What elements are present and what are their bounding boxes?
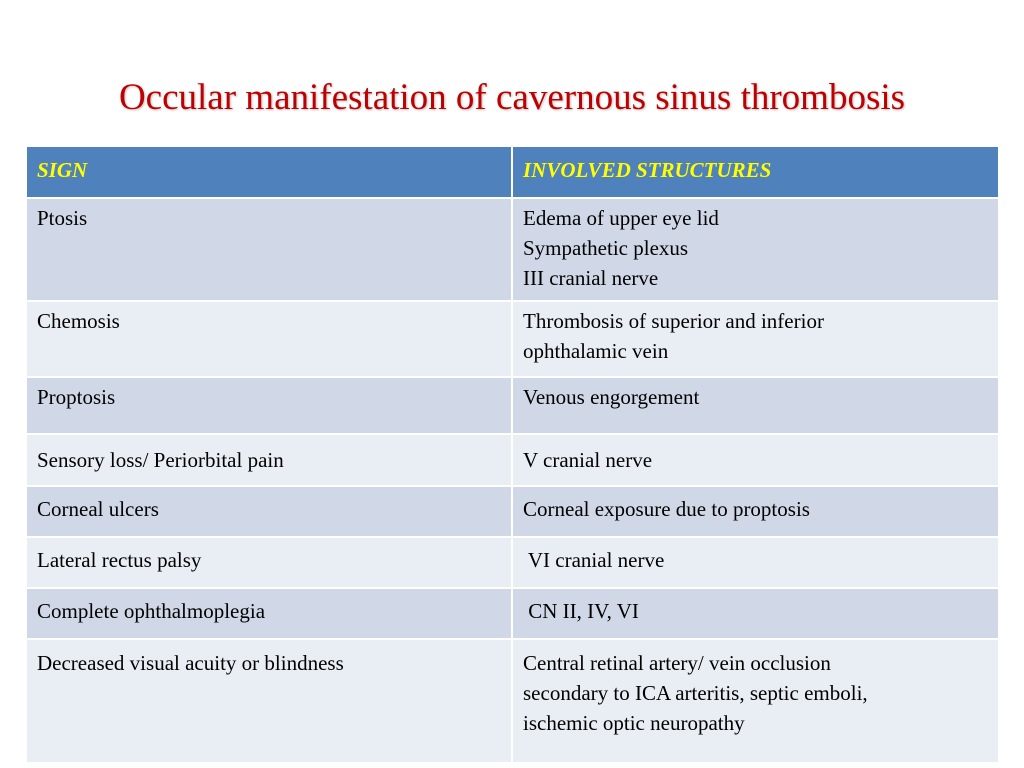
table-header-row [26, 146, 999, 198]
table-row [26, 434, 999, 486]
structures-cell [512, 377, 999, 434]
table-row [26, 588, 999, 639]
structure-line: ophthalamic vein [523, 339, 669, 363]
sign-cell: Sensory loss/ Periorbital pain [26, 434, 512, 486]
structure-line: Venous engorgement [523, 385, 700, 409]
sign-cell: Ptosis [26, 198, 512, 301]
structure-line: CN II, IV, VI [523, 599, 639, 623]
structure-line: Thrombosis of superior and inferior [523, 309, 824, 333]
structure-line: Sympathetic plexus [523, 236, 689, 260]
structures-cell [512, 301, 999, 377]
sign-cell: Decreased visual acuity or blindness [26, 639, 512, 763]
sign-cell: Proptosis [26, 377, 512, 434]
structure-line: secondary to ICA arteritis, septic emboli, [523, 681, 868, 705]
table-row [26, 198, 999, 301]
table-row [26, 537, 999, 588]
table-row [26, 639, 999, 763]
table-row [26, 486, 999, 537]
structures-cell [512, 537, 999, 588]
structures-cell [512, 486, 999, 537]
sign-cell: Lateral rectus palsy [26, 537, 512, 588]
structures-cell [512, 639, 999, 763]
sign-cell: Complete ophthalmoplegia [26, 588, 512, 639]
structures-cell [512, 198, 999, 301]
structure-line: ischemic optic neuropathy [523, 711, 745, 735]
structure-line: V cranial nerve [523, 448, 653, 472]
structure-line: Corneal exposure due to proptosis [523, 497, 810, 521]
slide-title: Occular manifestation of cavernous sinus thrombosis [118, 77, 906, 118]
table-row [26, 301, 999, 377]
structures-cell [512, 434, 999, 486]
structure-line: III cranial nerve [523, 266, 659, 290]
header-sign: SIGN [26, 146, 512, 198]
table-row [26, 377, 999, 434]
structure-line: Edema of upper eye lid [523, 206, 719, 230]
manifestation-table [25, 145, 1000, 764]
sign-cell: Corneal ulcers [26, 486, 512, 537]
structures-cell [512, 588, 999, 639]
header-involved-structures: INVOLVED STRUCTURES [512, 146, 999, 198]
sign-cell: Chemosis [26, 301, 512, 377]
structure-line: Central retinal artery/ vein occlusion [523, 651, 831, 675]
structure-line: VI cranial nerve [523, 548, 665, 572]
